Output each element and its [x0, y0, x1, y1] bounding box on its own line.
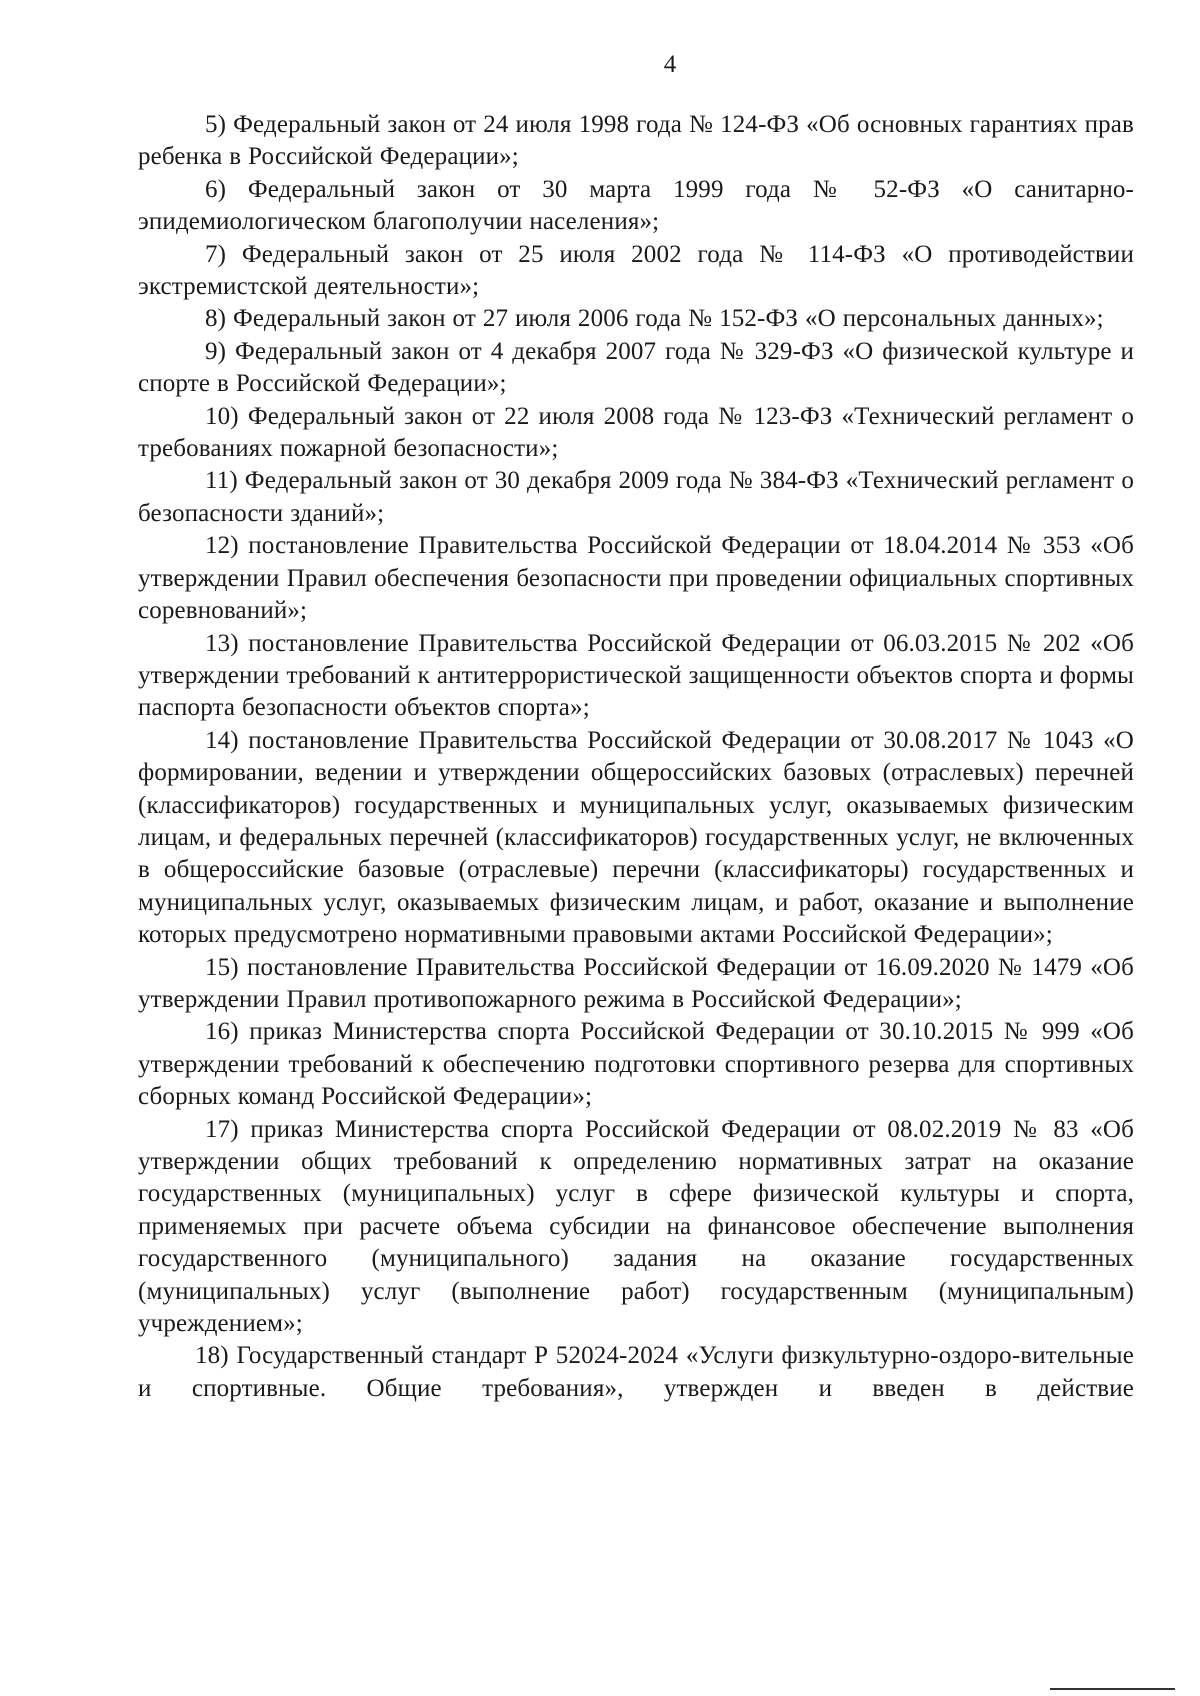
list-item-12: 12) постановление Правительства Российской Федерации от 18.04.2014 № 353 «Об утверждении Правил обеспечения безопасности при проведении официальных спортивных соревнований»; [138, 532, 1134, 625]
list-item-9: 9) Федеральный закон от 4 декабря 2007 года № 329-ФЗ «О физической культуре и спорте в Российской Федерации»; [138, 337, 1134, 398]
list-item-8: 8) Федеральный закон от 27 июля 2006 года № 152-ФЗ «О персональных данных»; [205, 305, 1104, 333]
list-item-5: 5) Федеральный закон от 24 июля 1998 года № 124-ФЗ «Об основных гарантиях прав ребенка в Российской Федерации»; [138, 111, 1134, 171]
list-item-18: 18) Государственный стандарт Р 52024-2024 «Услуги физкультурно-оздоро-вительные и спортивные. Общие требования», утвержден и введен в действие [138, 1342, 1134, 1402]
list-item-13: 13) постановление Правительства Российской Федерации от 06.03.2015 № 202 «Об утверждении требований к антитеррористической защищенности объектов спорта и формы паспорта безопасности объектов спорта»; [138, 629, 1134, 722]
list-item-11: 11) Федеральный закон от 30 декабря 2009 года № 384-ФЗ «Технический регламент о безопасности зданий»; [138, 467, 1134, 527]
list-item-17: 17) приказ Министерства спорта Российской Федерации от 08.02.2019 № 83 «Об утверждении общих требований к определению нормативных затрат на оказание государственных (муниципальных) услуг в сфере физической культуры и спорта, применяемых при расчете объема субсидии на финансовое обеспечение выполнения государственного (муниципального) задания на оказание государственных (муниципальных) услуг (выполнение работ) государственным (муниципальным) учреждением»; [138, 1115, 1134, 1338]
list-item-10: 10) Федеральный закон от 22 июля 2008 года № 123-ФЗ «Технический регламент о требованиях пожарной безопасности»; [138, 402, 1134, 463]
document-body [138, 109, 1134, 1405]
list-item-16: 16) приказ Министерства спорта Российской Федерации от 30.10.2015 № 999 «Об утверждении требований к обеспечению подготовки спортивного резерва для спортивных сборных команд Российской Федерации»; [138, 1018, 1134, 1111]
footer-divider [1050, 1688, 1175, 1690]
list-item-14: 14) постановление Правительства Российской Федерации от 30.08.2017 № 1043 «О формировании, ведении и утверждении общероссийских базовых (отраслевых) перечней (классификаторов) государственных и муниципальных услуг, оказываемых физическим лицам, и федеральных перечней (классификаторов) государственных услуг, не включенных в общероссийские базовые (отраслевые) перечни (классификаторы) государственных и муниципальных услуг, оказываемых физическим лицам, и работ, оказание и выполнение которых предусмотрено нормативными правовыми актами Российской Федерации»; [138, 726, 1134, 949]
list-item-7: 7) Федеральный закон от 25 июля 2002 года № 114-ФЗ «О противодействии экстремистской деятельности»; [138, 240, 1134, 301]
page-number: 4 [663, 51, 677, 78]
list-item-6: 6) Федеральный закон от 30 марта 1999 года № 52-ФЗ «О санитарно-эпидемиологическом благополучии населения»; [138, 175, 1134, 236]
list-item-15: 15) постановление Правительства Российской Федерации от 16.09.2020 № 1479 «Об утверждении Правил противопожарного режима в Российской Федерации»; [138, 953, 1134, 1013]
